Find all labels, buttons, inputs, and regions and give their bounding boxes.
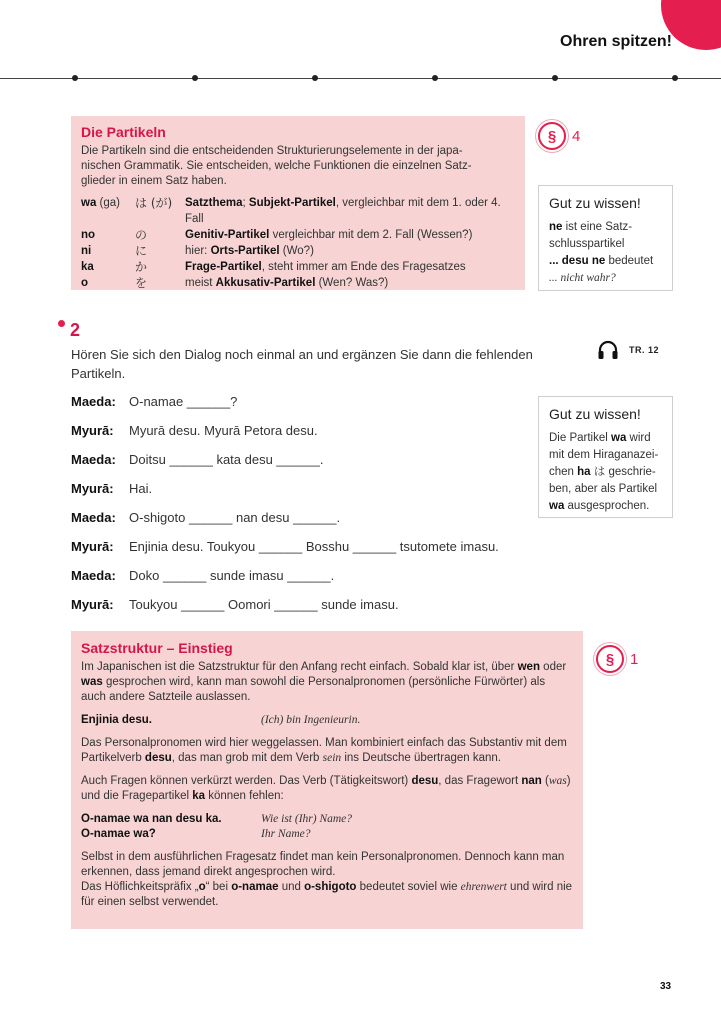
info-box-body: Die Partikel wa wird mit dem Hiraganazei- chen ha は geschrie- ben, aber als Partikel wa ausgesprochen. bbox=[549, 432, 659, 512]
utterance: Hai. bbox=[129, 481, 153, 496]
speaker: Myurā: bbox=[71, 539, 114, 554]
speaker: Maeda: bbox=[71, 510, 116, 525]
speaker: Maeda: bbox=[71, 394, 116, 409]
info-box-body: ne ist eine Satz- schlusspartikel ... desu ne bedeutet ... nicht wahr? bbox=[549, 221, 654, 284]
intro-line: glieder in einem Satz haben. bbox=[81, 175, 227, 187]
particle-kana: は (が) bbox=[135, 196, 173, 210]
particle-romaji-alt: (ga) bbox=[99, 197, 120, 209]
dialog-line bbox=[71, 480, 499, 509]
particle-row-no bbox=[81, 227, 515, 243]
example-row: Enjinia desu. (Ich) bin Ingenieurin. bbox=[81, 714, 361, 726]
dialog bbox=[71, 393, 499, 625]
rule-dot bbox=[312, 75, 318, 81]
speaker: Maeda: bbox=[71, 452, 116, 467]
exercise-number: 2 bbox=[70, 320, 81, 340]
particle-table bbox=[81, 195, 515, 291]
particle-desc: Satzthema; Subjekt-Partikel, vergleichbar mit dem 1. oder 4. Fall bbox=[185, 197, 501, 225]
utterance: Enjinia desu. Toukyou ______ Bosshu ______ tsutomete imasu. bbox=[129, 539, 499, 554]
speaker: Myurā: bbox=[71, 481, 114, 496]
section-symbol-icon: § bbox=[596, 645, 624, 673]
headphones-icon bbox=[597, 340, 619, 360]
rule-dot bbox=[72, 75, 78, 81]
example-row: O-namae wa? Ihr Name? bbox=[81, 828, 311, 840]
dialog-line bbox=[71, 422, 499, 451]
example-row: O-namae wa nan desu ka. Wie ist (Ihr) Name? bbox=[81, 813, 353, 825]
structure-paragraph: Auch Fragen können verkürzt werden. Das Verb (Tätigkeitswort) desu, das Fragewort nan (was) und die Fragepartikel ka können fehlen: bbox=[81, 775, 571, 802]
rule-dot bbox=[672, 75, 678, 81]
particle-kana: を bbox=[135, 276, 148, 290]
dialog-line bbox=[71, 596, 499, 625]
track-label: TR. 12 bbox=[629, 345, 660, 355]
particle-romaji: o bbox=[81, 277, 89, 289]
particle-desc: meist Akkusativ-Partikel (Wen? Was?) bbox=[185, 277, 389, 289]
particle-desc: Genitiv-Partikel vergleichbar mit dem 2. Fall (Wessen?) bbox=[185, 229, 473, 241]
particle-row-o bbox=[81, 275, 515, 291]
rule-dot bbox=[552, 75, 558, 81]
section-reference: 1 bbox=[630, 651, 639, 668]
section-symbol-icon: § bbox=[538, 122, 566, 150]
dialog-line bbox=[71, 451, 499, 480]
info-box-title: Gut zu wissen! bbox=[549, 406, 641, 422]
particle-row-ka bbox=[81, 259, 515, 275]
utterance: Doko ______ sunde imasu ______. bbox=[129, 568, 335, 583]
rule-dot bbox=[432, 75, 438, 81]
exercise-instruction: Hören Sie sich den Dialog noch einmal an und ergänzen Sie dann die fehlenden Partikeln. bbox=[71, 347, 533, 381]
utterance: O-namae ______? bbox=[129, 394, 238, 409]
speaker: Maeda: bbox=[71, 568, 116, 583]
particle-row-ni bbox=[81, 243, 515, 259]
header-rule bbox=[0, 78, 721, 79]
particles-intro bbox=[81, 144, 515, 189]
particles-box-title: Die Partikeln bbox=[81, 124, 166, 140]
structure-paragraph: Im Japanischen ist die Satzstruktur für den Anfang recht einfach. Sobald klar ist, über wen oder was gesprochen wird, kann man sowohl die Personalpronomen (persönliche Fürwörter) als auch andere Satzteile auslassen. bbox=[81, 661, 567, 703]
info-box-ne bbox=[538, 185, 673, 291]
info-box-title: Gut zu wissen! bbox=[549, 195, 641, 211]
particles-box bbox=[71, 116, 525, 290]
intro-line: Die Partikeln sind die entscheidenden Strukturierungselemente in der japa- bbox=[81, 145, 463, 157]
particle-desc: hier: Orts-Partikel (Wo?) bbox=[185, 245, 314, 257]
particle-romaji: wa bbox=[81, 197, 97, 209]
particle-kana: に bbox=[135, 244, 148, 258]
dialog-line bbox=[71, 509, 499, 538]
section-reference: 4 bbox=[572, 128, 581, 145]
structure-paragraph: Das Personalpronomen wird hier weggelassen. Man kombiniert einfach das Substantiv mit dem Partikelverb desu, das man grob mit dem Verb sein ins Deutsche übertragen kann. bbox=[81, 737, 567, 764]
particle-row-wa bbox=[81, 195, 515, 227]
structure-box bbox=[71, 631, 583, 929]
utterance: Doitsu ______ kata desu ______. bbox=[129, 452, 324, 467]
rule-dot bbox=[192, 75, 198, 81]
structure-box-title: Satzstruktur – Einstieg bbox=[81, 640, 233, 656]
speaker: Myurā: bbox=[71, 597, 114, 612]
audio-track[interactable] bbox=[597, 340, 659, 360]
utterance: Myurā desu. Myurā Petora desu. bbox=[129, 423, 318, 438]
particle-romaji: no bbox=[81, 229, 96, 241]
intro-line: nischen Grammatik. Sie entscheiden, welche Funktionen die einzelnen Satz- bbox=[81, 160, 472, 172]
info-box-wa bbox=[538, 396, 673, 518]
utterance: Toukyou ______ Oomori ______ sunde imasu. bbox=[129, 597, 399, 612]
particle-kana: の bbox=[135, 228, 148, 242]
structure-paragraph: Selbst in dem ausführlichen Fragesatz findet man kein Personalpronomen. Dennoch kann man erkennen, dass jemand direkt angesprochen wird. bbox=[81, 851, 565, 878]
page-number: 33 bbox=[660, 981, 672, 992]
page-header-title: Ohren spitzen! bbox=[560, 33, 673, 50]
structure-paragraph: Das Höflichkeitspräfix „o“ bei o-namae und o-shigoto bedeutet soviel wie ehrenwert und wird nie für einen selbst verwendet. bbox=[81, 881, 573, 908]
particle-kana: か bbox=[135, 260, 148, 274]
dialog-line bbox=[71, 567, 499, 596]
particle-romaji: ni bbox=[81, 245, 92, 257]
exercise-marker bbox=[58, 320, 65, 327]
utterance: O-shigoto ______ nan desu ______. bbox=[129, 510, 341, 525]
particle-romaji: ka bbox=[81, 261, 94, 273]
dialog-line bbox=[71, 538, 499, 567]
particle-desc: Frage-Partikel, steht immer am Ende des Fragesatzes bbox=[185, 261, 466, 273]
dialog-line bbox=[71, 393, 499, 422]
speaker: Myurā: bbox=[71, 423, 114, 438]
